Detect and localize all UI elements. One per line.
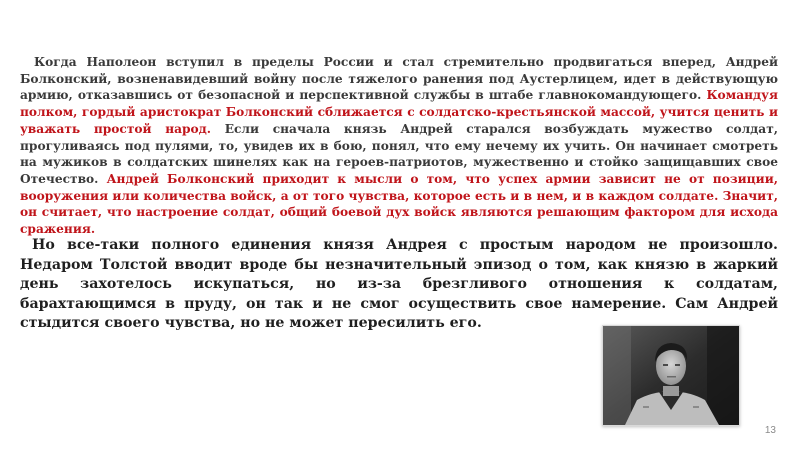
paragraph-one	[20, 54, 778, 238]
paragraph-one-highlight-2: Андрей Болконский приходит к мысли о том, что успех армии зависит не от позиции, вооружения или количества войск, а от того чувства, которое есть и в нем, и в каждом солдате. Значит, он считает, что настроение солдат, общий боевой дух войск являются решающим фактором для исхода сражения.	[20, 171, 778, 237]
portrait-photo	[602, 325, 740, 426]
page-number: 13	[764, 425, 776, 436]
paragraph-one-highlight-1: Командуя полком, гордый аристократ Болконский сближается с солдатско-крестьянской массой, учится ценить и уважать простой народ.	[20, 88, 778, 136]
paragraph-one-intro: Когда Наполеон вступил в пределы России и стал стремительно продвигаться вперед, Андрей Болконский, возненавидевший войну после тяжелого ранения под Аустерлицем, идет в действующую армию, отказавшись от безопасной и перспективной службы в штабе главнокомандующего.	[20, 55, 778, 103]
paragraph-one-middle: Если сначала князь Андрей старался возбуждать мужество солдат, прогуливаясь под пулями, то, увидев их в бою, понял, что ему нечему их учить. Он начинает смотреть на мужиков в солдатских шинелях как на героев-патриотов, мужественно и стойко защищавших свое Отечество.	[20, 121, 778, 186]
paragraph-two: Но все-таки полного единения князя Андрея с простым народом не произошло. Недаром Толстой вводит вроде бы незначительный эпизод о том, как князю в жаркий день захотелось искупаться, но из-за брезгливого отношения к солдатам, барахтающимся в пруду, он так и не смог осуществить свое намерение. Сам Андрей стыдится своего чувства, но не может пересилить его.	[20, 237, 778, 332]
